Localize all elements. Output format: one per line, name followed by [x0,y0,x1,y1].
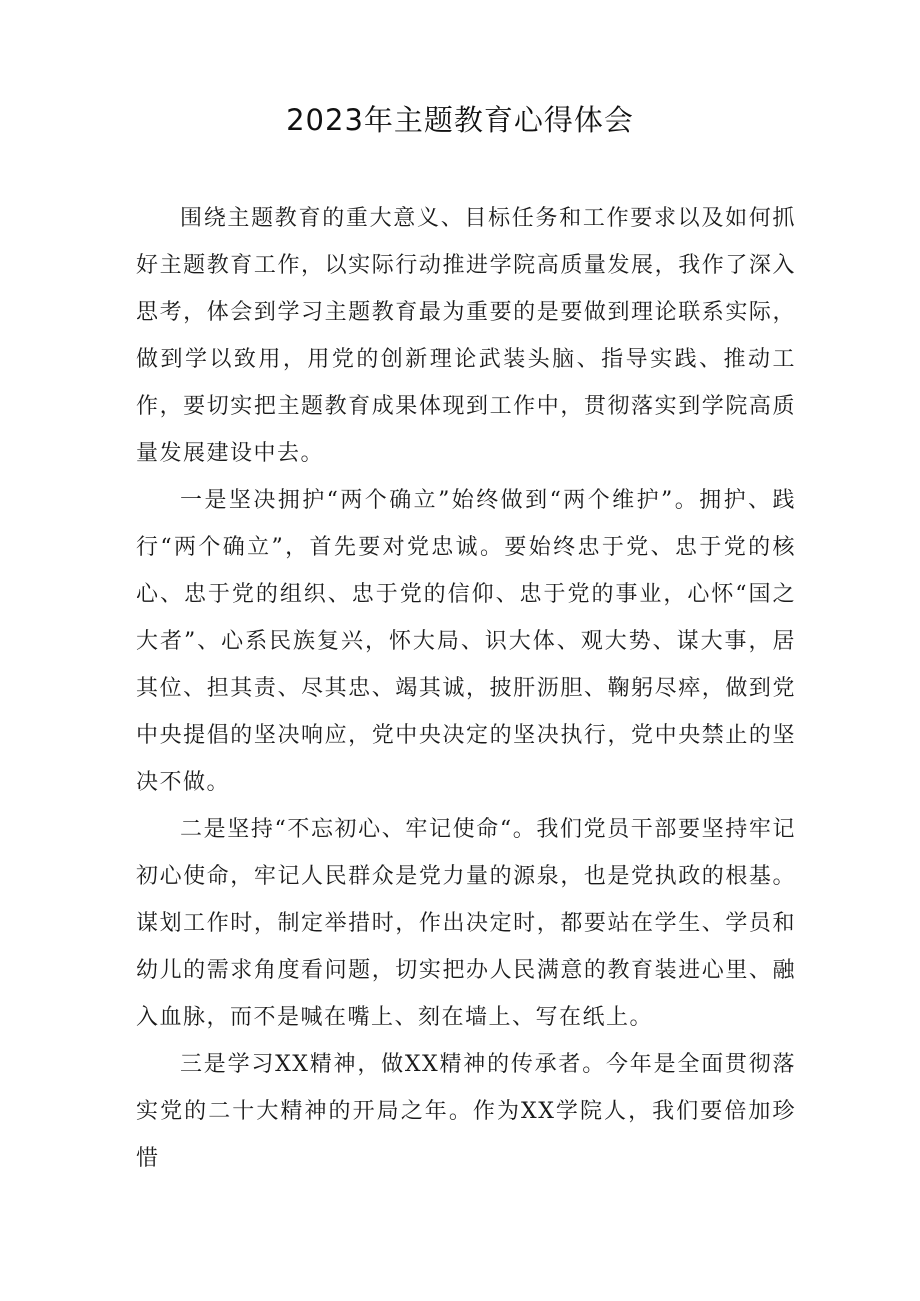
document-body [136,195,796,1182]
paragraph-point-two: 二是坚持“不忘初心、牢记使命“。我们党员干部要坚持牢记初心使命，牢记人民群众是党力量的源泉，也是党执政的根基。谋划工作时，制定举措时，作出决定时，都要站在学生、学员和幼儿的需求角度看问题，切实把办人民满意的教育装进心里、融入血脉，而不是喊在嘴上、刻在墙上、写在纸上。 [136,817,796,1030]
document-title: 2023年主题教育心得体会 [286,103,634,137]
paragraph-point-one: 一是坚决拥护“两个确立”始终做到“两个维护”。拥护、践行“两个确立”，首先要对党忠诚。要始终忠于党、忠于党的核心、忠于党的组织、忠于党的信仰、忠于党的事业，心怀“国之大者”、心系民族复兴，怀大局、识大体、观大势、谋大事，居其位、担其责、尽其忠、竭其诚，披肝沥胆、鞠躬尽瘁，做到党中央提倡的坚决响应，党中央决定的坚决执行，党中央禁止的坚决不做。 [136,488,796,795]
paragraph-intro: 围绕主题教育的重大意义、目标任务和工作要求以及如何抓好主题教育工作，以实际行动推进学院高质量发展，我作了深入思考，体会到学习主题教育最为重要的是要做到理论联系实际，做到学以致用，用党的创新理论武装头脑、指导实践、推动工作，要切实把主题教育成果体现到工作中，贯彻落实到学院高质量发展建设中去。 [136,206,796,466]
paragraph-point-three: 三是学习XX精神，做XX精神的传承者。今年是全面贯彻落实党的二十大精神的开局之年。作为XX学院人，我们要倍加珍惜 [136,1052,796,1171]
